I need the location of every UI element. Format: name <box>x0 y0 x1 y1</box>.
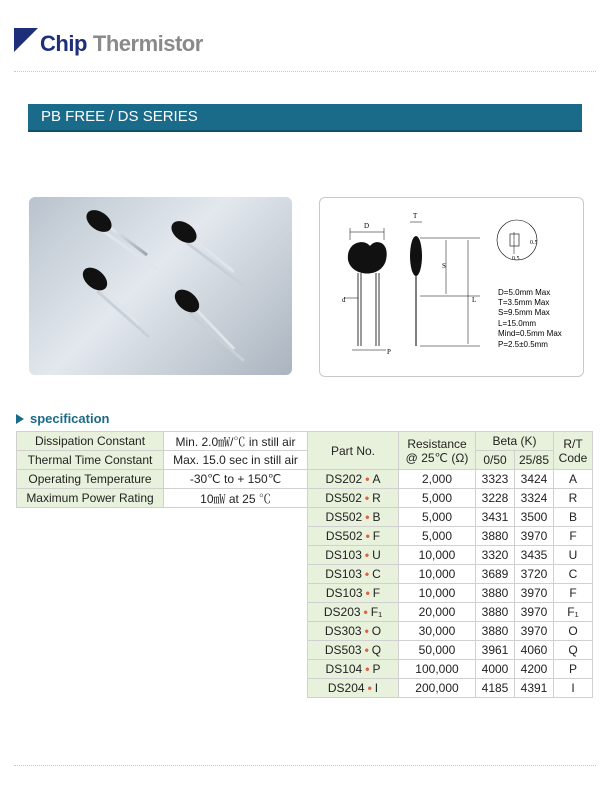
diagram-label-p: P <box>387 348 391 356</box>
thermistor-photo-image <box>29 197 292 375</box>
part-suffix: F₁ <box>370 605 383 619</box>
bullet-dot-icon: • <box>364 548 370 562</box>
rt-code-cell: B <box>554 508 593 527</box>
table-row <box>308 660 593 679</box>
spec-row <box>17 470 308 489</box>
beta-25-85-cell: 3500 <box>515 508 554 527</box>
rt-code-cell: O <box>554 622 593 641</box>
table-row <box>308 489 593 508</box>
bullet-dot-icon: • <box>367 681 372 695</box>
resistance-cell: 50,000 <box>399 641 476 660</box>
beta-0-50-cell: 3228 <box>476 489 515 508</box>
beta-0-50-cell: 3323 <box>476 470 515 489</box>
table-row <box>308 546 593 565</box>
beta-25-85-cell: 3970 <box>515 603 554 622</box>
bullet-dot-icon: • <box>364 491 370 505</box>
resistance-cell: 20,000 <box>399 603 476 622</box>
dimension-diagram <box>319 197 584 377</box>
part-suffix: U <box>372 548 381 562</box>
beta-0-50-cell: 3431 <box>476 508 515 527</box>
spec-label: Maximum Power Rating <box>17 489 164 508</box>
diagram-spec-6: P=2.5±0.5mm <box>498 340 548 349</box>
part-prefix: DS103 <box>325 586 363 600</box>
bottom-divider <box>14 765 596 766</box>
beta-25-85-cell: 3435 <box>515 546 554 565</box>
specification-heading <box>16 411 109 426</box>
rt-code-cell: Q <box>554 641 593 660</box>
spec-label: Dissipation Constant <box>17 432 164 451</box>
part-no-cell <box>308 565 399 584</box>
resistance-cell: 10,000 <box>399 565 476 584</box>
table-row <box>308 565 593 584</box>
part-prefix: DS103 <box>325 567 362 581</box>
beta-25-85-cell: 3970 <box>515 622 554 641</box>
header-beta-25-85: 25/85 <box>515 451 554 470</box>
table-row <box>308 470 593 489</box>
part-suffix: B <box>372 510 381 524</box>
part-suffix: C <box>372 567 381 581</box>
bullet-dot-icon: • <box>363 605 368 619</box>
series-banner <box>28 104 582 132</box>
bullet-dot-icon: • <box>365 586 370 600</box>
beta-25-85-cell: 3424 <box>515 470 554 489</box>
part-no-cell <box>308 470 399 489</box>
spec-label: Thermal Time Constant <box>17 451 164 470</box>
beta-0-50-cell: 3961 <box>476 641 515 660</box>
part-suffix: Q <box>371 643 382 657</box>
title-sub: Thermistor <box>92 31 203 56</box>
beta-0-50-cell: 3880 <box>476 584 515 603</box>
table-row <box>308 527 593 546</box>
diagram-label-dim1: 0.5 <box>530 240 538 246</box>
rt-code-cell: I <box>554 679 593 698</box>
part-prefix: DS502 <box>325 529 363 543</box>
bullet-dot-icon: • <box>364 643 369 657</box>
rt-code-cell: P <box>554 660 593 679</box>
specification-table <box>16 431 308 508</box>
part-prefix: DS104 <box>325 662 363 676</box>
spec-row <box>17 432 308 451</box>
top-divider <box>14 71 596 72</box>
rt-code-cell: A <box>554 470 593 489</box>
part-suffix: F <box>372 529 381 543</box>
beta-0-50-cell: 3689 <box>476 565 515 584</box>
page-title <box>40 30 203 58</box>
part-no-cell <box>308 660 399 679</box>
header-rt-line2: Code <box>558 450 588 465</box>
header-beta-0-50: 0/50 <box>476 451 515 470</box>
beta-0-50-cell: 4000 <box>476 660 515 679</box>
header-beta: Beta (K) <box>476 432 554 451</box>
diagram-label-d: D <box>364 222 370 230</box>
diagram-label-dim2: 0.5 <box>512 256 520 262</box>
beta-25-85-cell: 3324 <box>515 489 554 508</box>
header-resistance-line2: @ 25℃ (Ω) <box>405 450 469 465</box>
part-no-cell <box>308 603 399 622</box>
part-suffix: O <box>371 624 382 638</box>
part-suffix: P <box>372 662 381 676</box>
table-row <box>308 508 593 527</box>
bullet-dot-icon: • <box>364 567 370 581</box>
rt-code-cell: U <box>554 546 593 565</box>
resistance-cell: 10,000 <box>399 546 476 565</box>
part-suffix: R <box>372 491 381 505</box>
beta-0-50-cell: 3880 <box>476 622 515 641</box>
spec-row <box>17 451 308 470</box>
part-prefix: DS202 <box>325 472 363 486</box>
part-suffix: F <box>372 586 381 600</box>
resistance-cell: 5,000 <box>399 527 476 546</box>
header-resistance <box>399 432 476 470</box>
header-rt-code <box>554 432 593 470</box>
header-resistance-line1: Resistance <box>407 436 467 451</box>
bullet-dot-icon: • <box>365 472 370 486</box>
spec-value: 10㎽ at 25 ℃ <box>164 489 308 508</box>
spec-value: -30℃ to + 150℃ <box>164 470 308 489</box>
part-no-cell <box>308 584 399 603</box>
diagram-label-l: L <box>472 296 477 304</box>
rt-code-cell: F₁ <box>554 603 593 622</box>
beta-0-50-cell: 3880 <box>476 603 515 622</box>
header-part-no: Part No. <box>308 432 399 470</box>
diagram-label-t: T <box>413 212 418 220</box>
spec-value: Max. 15.0 sec in still air <box>164 451 308 470</box>
beta-0-50-cell: 3880 <box>476 527 515 546</box>
diagram-spec-2: T=3.5mm Max <box>498 298 550 307</box>
table-row <box>308 641 593 660</box>
bullet-dot-icon: • <box>365 662 370 676</box>
part-suffix: A <box>372 472 381 486</box>
part-no-cell <box>308 527 399 546</box>
table-row <box>308 679 593 698</box>
beta-25-85-cell: 3970 <box>515 527 554 546</box>
header-rt-line1: R/T <box>563 436 583 451</box>
rt-code-cell: F <box>554 584 593 603</box>
part-no-cell <box>308 622 399 641</box>
part-suffix: I <box>374 681 379 695</box>
series-banner-text: PB FREE / DS SERIES <box>41 108 198 125</box>
product-photo <box>29 197 292 375</box>
rt-code-cell: R <box>554 489 593 508</box>
part-prefix: DS303 <box>324 624 362 638</box>
part-prefix: DS503 <box>324 643 362 657</box>
part-prefix: DS203 <box>323 605 361 619</box>
resistance-cell: 5,000 <box>399 489 476 508</box>
bullet-dot-icon: • <box>365 510 370 524</box>
bullet-dot-icon: • <box>364 624 369 638</box>
beta-25-85-cell: 3970 <box>515 584 554 603</box>
spec-row <box>17 489 308 508</box>
diagram-spec-4: L=15.0mm <box>498 319 537 328</box>
spec-value: Min. 2.0㎽/℃ in still air <box>164 432 308 451</box>
resistance-cell: 2,000 <box>399 470 476 489</box>
table-row <box>308 622 593 641</box>
specification-title: specification <box>30 411 110 426</box>
arrow-icon <box>16 414 24 424</box>
part-no-cell <box>308 679 399 698</box>
resistance-cell: 10,000 <box>399 584 476 603</box>
part-no-cell <box>308 508 399 527</box>
diagram-spec-3: S=9.5mm Max <box>498 308 550 317</box>
beta-25-85-cell: 4391 <box>515 679 554 698</box>
diagram-spec-1: D=5.0mm Max <box>498 288 551 297</box>
resistance-cell: 30,000 <box>399 622 476 641</box>
beta-25-85-cell: 4200 <box>515 660 554 679</box>
beta-25-85-cell: 3720 <box>515 565 554 584</box>
rt-code-cell: F <box>554 527 593 546</box>
part-no-cell <box>308 546 399 565</box>
part-prefix: DS502 <box>325 491 362 505</box>
resistance-cell: 200,000 <box>399 679 476 698</box>
resistance-cell: 100,000 <box>399 660 476 679</box>
part-no-cell <box>308 641 399 660</box>
part-prefix: DS502 <box>325 510 363 524</box>
part-prefix: DS204 <box>327 681 365 695</box>
diagram-spec-5: Mind=0.5mm Max <box>498 329 562 338</box>
beta-25-85-cell: 4060 <box>515 641 554 660</box>
table-row <box>308 584 593 603</box>
bullet-dot-icon: • <box>365 529 370 543</box>
table-row <box>308 603 593 622</box>
part-prefix: DS103 <box>325 548 362 562</box>
beta-0-50-cell: 4185 <box>476 679 515 698</box>
diagram-label-s: S <box>442 262 446 270</box>
title-main: Chip <box>40 31 87 56</box>
logo-triangle <box>14 28 38 52</box>
part-no-cell <box>308 489 399 508</box>
resistance-cell: 5,000 <box>399 508 476 527</box>
rt-code-cell: C <box>554 565 593 584</box>
parts-table <box>307 431 593 698</box>
diagram-label-lead-d: d <box>342 296 346 304</box>
dimension-drawing <box>320 198 583 376</box>
beta-0-50-cell: 3320 <box>476 546 515 565</box>
spec-label: Operating Temperature <box>17 470 164 489</box>
